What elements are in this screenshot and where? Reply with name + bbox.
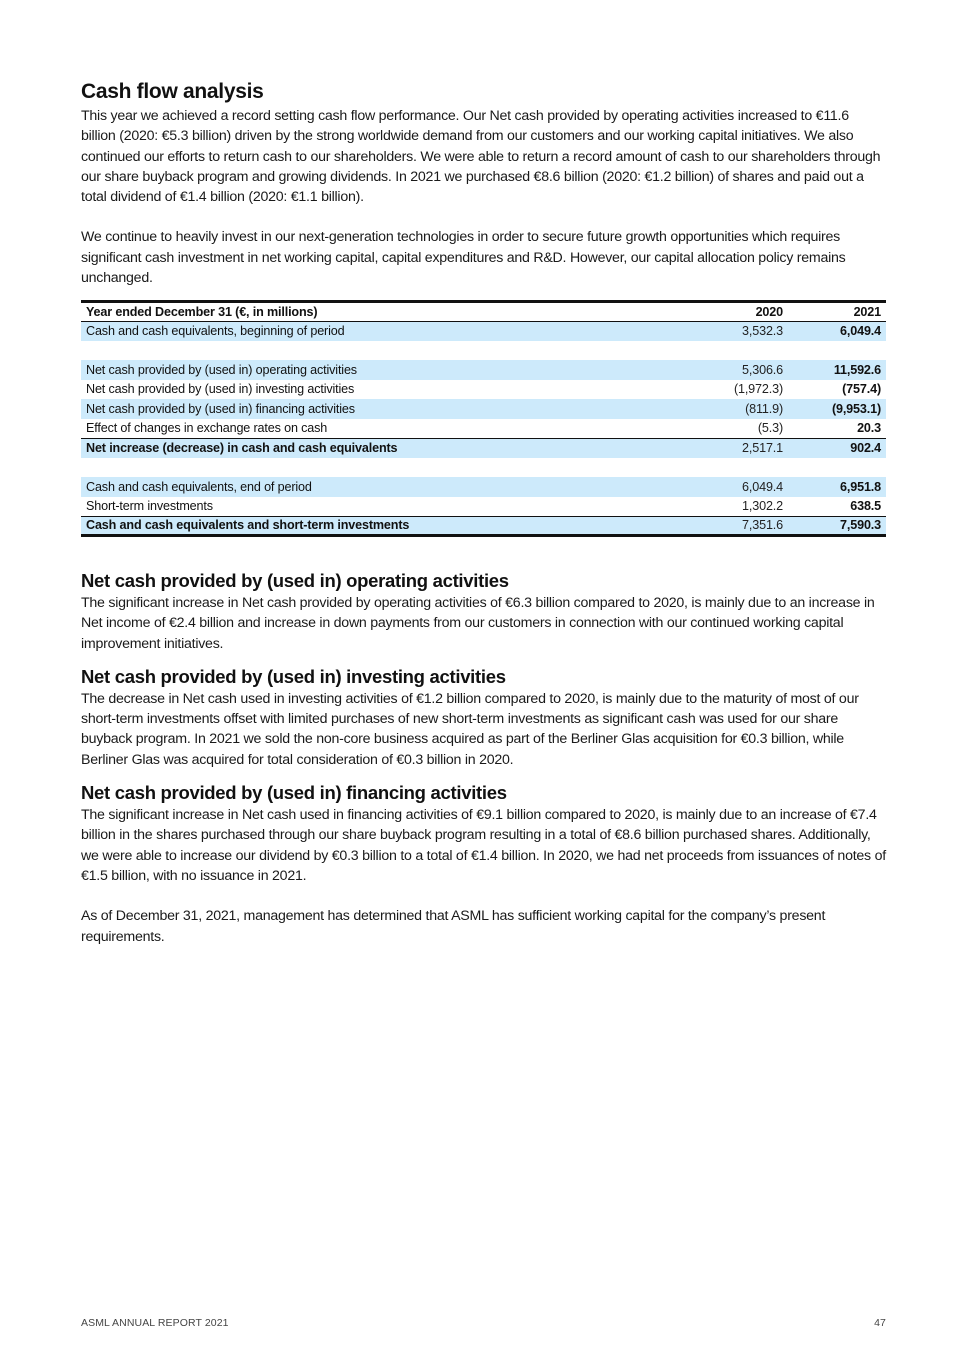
page-footer xyxy=(81,1317,886,1329)
value-2021: 902.4 xyxy=(788,438,886,458)
value-2020 xyxy=(688,341,788,361)
section-paragraph: The significant increase in Net cash provided by operating activities of €6.3 billion compared to 2020, is mainly due to an increase in Net income of €2.4 billion and increase in down payments from our customers in connection with our continued working capital improvement initiatives. xyxy=(81,595,875,652)
table-header-2021: 2021 xyxy=(853,304,881,319)
cash-flow-table xyxy=(81,300,886,537)
row-label: Net cash provided by (used in) investing activities xyxy=(86,382,355,397)
value-2021 xyxy=(788,341,886,361)
value-2021: (9,953.1) xyxy=(788,399,886,419)
row-label: Effect of changes in exchange rates on cash xyxy=(86,421,328,435)
table-spacer-row xyxy=(81,341,886,361)
section-paragraph: The decrease in Net cash used in investing activities of €1.2 billion compared to 2020, is mainly due to the maturity of most of our short-term investments offset with limited purchases of new short-term investments as significant cash was used for our share buyback program. In 2021 we sold the non-core business acquired as part of the Berliner Glas acquisition for €0.3 billion, while Berliner Glas was acquired for total consideration of €0.3 billion in 2020. xyxy=(81,690,859,768)
financing-activities-section xyxy=(81,781,886,947)
table-header-row xyxy=(81,302,886,322)
table-header-2020: 2020 xyxy=(755,304,783,319)
value-2020: 2,517.1 xyxy=(688,438,788,458)
value-2020: 3,532.3 xyxy=(688,321,788,341)
section-heading: Net cash provided by (used in) operating activities xyxy=(81,570,509,591)
table-spacer-row xyxy=(81,458,886,478)
table-row xyxy=(81,380,886,400)
row-label xyxy=(81,458,688,478)
intro-paragraph-1: This year we achieved a record setting cash flow performance. Our Net cash provided by operating activities increased to €11.6 billion (2020: €5.3 billion) driven by the strong worldwide demand from our customers and our working capital initiatives. We also continued our efforts to return cash to our shareholders. We were able to return a record amount of cash to our shareholders through our share buyback program and growing dividends. In 2021 we purchased €8.6 billion (2020: €1.2 billion) of shares and paid out a total dividend of €1.4 billion (2020: €1.1 billion). xyxy=(81,108,881,206)
page-number: 47 xyxy=(874,1317,886,1329)
value-2021: 7,590.3 xyxy=(788,516,886,536)
page-title: Cash flow analysis xyxy=(81,80,264,103)
value-2020: 5,306.6 xyxy=(688,360,788,380)
table-row xyxy=(81,360,886,380)
value-2021 xyxy=(788,458,886,478)
section-paragraph: As of December 31, 2021, management has determined that ASML has sufficient working capital for the company’s present requirements. xyxy=(81,908,826,945)
row-label: Short-term investments xyxy=(86,499,213,513)
section-paragraph: The significant increase in Net cash used in financing activities of €9.1 billion compared to 2020, is mainly due to an increase of €7.4 billion in the shares purchased through our share buyback program resulting in a total of €8.6 billion purchased shares. Additionally, we were able to increase our dividend by €0.3 billion to a total of €1.4 billion. In 2020, we had net proceeds from issuances of notes of €1.5 billion, with no issuance in 2021. xyxy=(81,807,886,884)
value-2021: 6,049.4 xyxy=(788,321,886,341)
section-heading: Net cash provided by (used in) investing activities xyxy=(81,665,506,687)
report-name: ASML ANNUAL REPORT 2021 xyxy=(81,1317,229,1329)
table-row xyxy=(81,419,886,439)
value-2021: (757.4) xyxy=(842,382,881,397)
row-label: Net cash provided by (used in) operating activities xyxy=(81,360,688,380)
intro-section xyxy=(81,78,886,288)
value-2021: 20.3 xyxy=(857,421,881,435)
row-label: Cash and cash equivalents and short-term investments xyxy=(81,516,688,536)
row-label: Cash and cash equivalents, beginning of period xyxy=(81,321,688,341)
row-label xyxy=(81,341,688,361)
value-2021: 11,592.6 xyxy=(788,360,886,380)
value-2021: 638.5 xyxy=(850,499,881,513)
value-2020 xyxy=(688,458,788,478)
value-2020: 1,302.2 xyxy=(742,499,783,513)
value-2020: 7,351.6 xyxy=(688,516,788,536)
analysis-sections xyxy=(81,569,886,958)
operating-activities-section xyxy=(81,569,886,654)
row-label: Net cash provided by (used in) financing activities xyxy=(81,399,688,419)
investing-activities-section xyxy=(81,665,886,770)
row-label: Net increase (decrease) in cash and cash equivalents xyxy=(81,438,688,458)
table-total-row xyxy=(81,516,886,536)
table-row xyxy=(81,399,886,419)
value-2020: (1,972.3) xyxy=(733,382,783,397)
value-2020: (811.9) xyxy=(688,399,788,419)
table-row xyxy=(81,477,886,497)
section-heading: Net cash provided by (used in) financing activities xyxy=(81,782,507,804)
table-row xyxy=(81,497,886,517)
value-2020: (5.3) xyxy=(757,421,783,435)
row-label: Cash and cash equivalents, end of period xyxy=(81,477,688,497)
value-2020: 6,049.4 xyxy=(688,477,788,497)
table-subtotal-row xyxy=(81,438,886,458)
intro-paragraph-2: We continue to heavily invest in our next-generation technologies in order to secure future growth opportunities which requires significant cash investment in net working capital, capital expenditures and R&D. However, our capital allocation policy remains unchanged. xyxy=(81,229,846,287)
table-row xyxy=(81,321,886,341)
table-header-label: Year ended December 31 (€, in millions) xyxy=(86,304,318,319)
value-2021: 6,951.8 xyxy=(788,477,886,497)
